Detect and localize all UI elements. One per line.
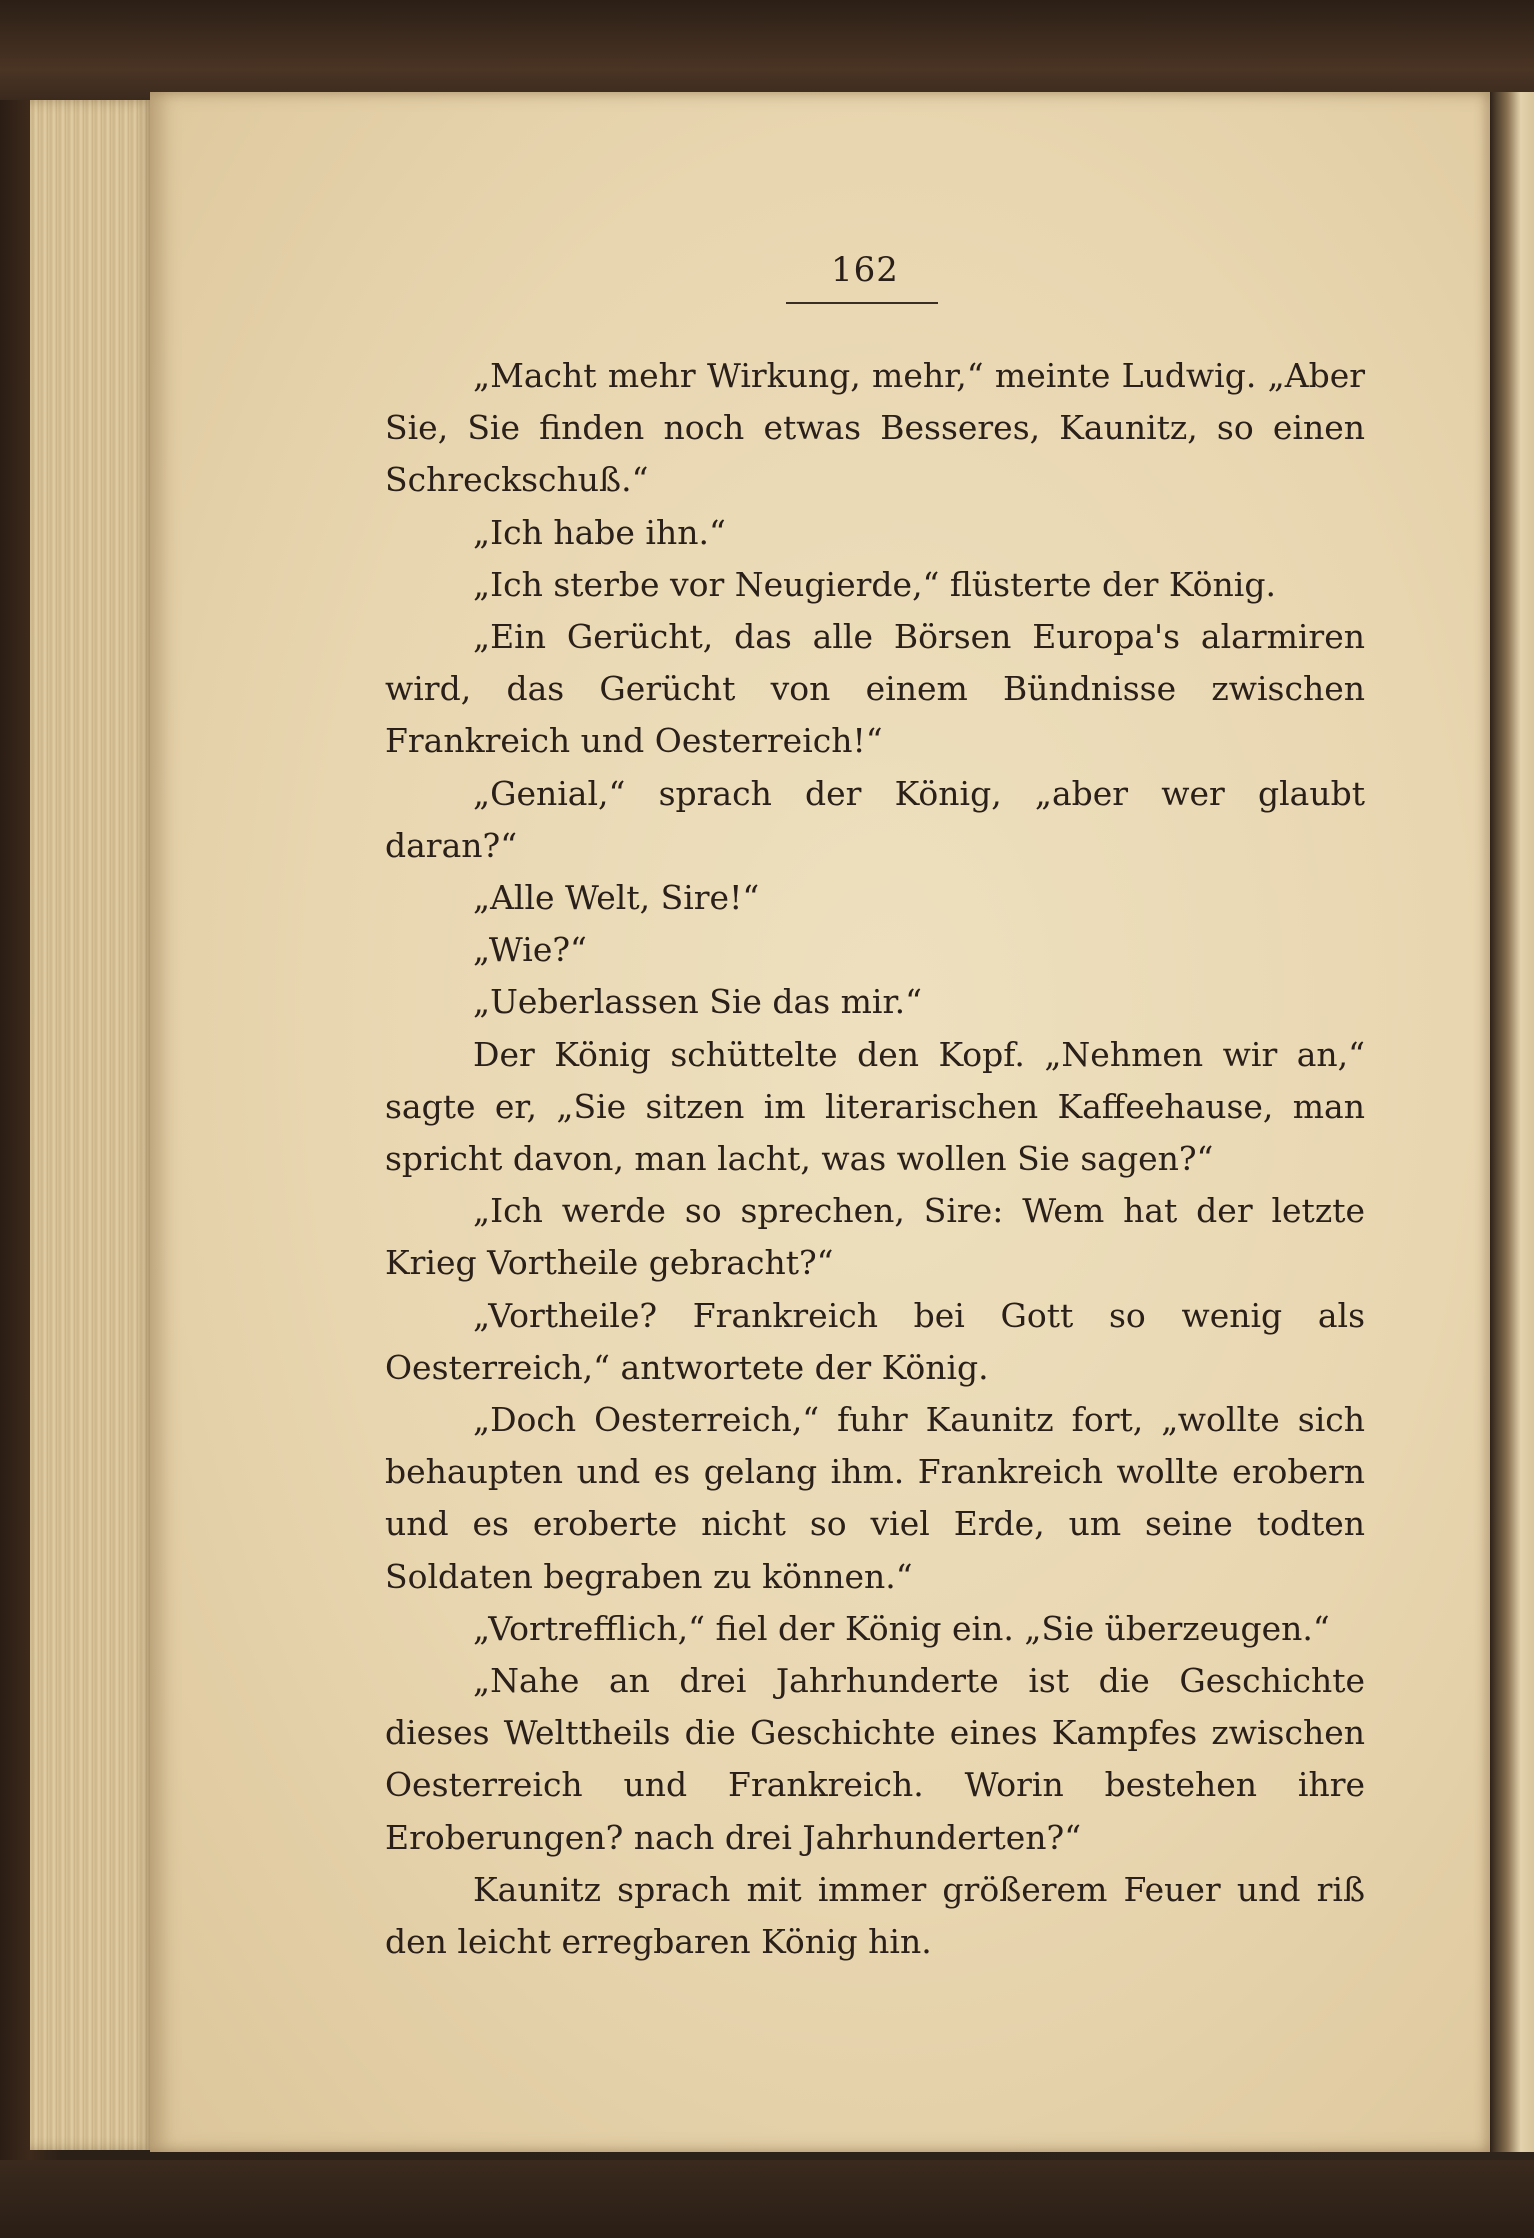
paragraph: Kaunitz sprach mit immer größerem Feuer und riß den leicht erregbaren König hin. [385,1869,1365,1962]
book-spine-edge [1490,92,1534,2152]
paragraph: „Vortrefflich,“ fiel der König ein. „Sie überzeugen.“ [473,1608,1330,1648]
paragraph: „Alle Welt, Sire!“ [473,878,760,918]
paragraph: „Macht mehr Wirkung, mehr,“ meinte Ludwig. „Aber Sie, Sie finden noch etwas Besseres, Kaunitz, so einen Schreckschuß.“ [385,356,1365,500]
book-cover-bottom [0,2160,1534,2238]
paragraph: Der König schüttelte den Kopf. „Nehmen wir an,“ sagte er, „Sie sitzen im literarischen Kaffeehause, man spricht davon, man lacht, was wollen Sie sagen?“ [385,1034,1365,1179]
paragraph: „Wie?“ [473,930,587,970]
paragraph: „Ich sterbe vor Neugierde,“ flüsterte der König. [473,564,1276,604]
body-text [385,350,1365,1968]
page-number: 162 [831,250,899,290]
paragraph: „Vortheile? Frankreich bei Gott so wenig als Oesterreich,“ antwortete der König. [385,1295,1365,1387]
paragraph: „Ueberlassen Sie das mir.“ [473,982,922,1022]
paragraph: „Ich werde so sprechen, Sire: Wem hat der letzte Krieg Vortheile gebracht?“ [385,1191,1365,1283]
page-edges [30,100,155,2150]
paragraph: „Ein Gerücht, das alle Börsen Europa's alarmiren wird, das Gerücht von einem Bündnisse zwischen Frankreich und Oesterreich!“ [385,617,1365,761]
page-number-rule [786,302,938,304]
paragraph: „Doch Oesterreich,“ fuhr Kaunitz fort, „wollte sich behaupten und es gelang ihm. Frankreich wollte erobern und es eroberte nicht so viel Erde, um seine todten Soldaten begraben zu können.“ [385,1400,1365,1596]
paragraph: „Ich habe ihn.“ [473,512,726,552]
paragraph: „Genial,“ sprach der König, „aber wer glaubt daran?“ [385,773,1365,865]
book-cover-top [0,0,1534,100]
paragraph: „Nahe an drei Jahrhunderte ist die Geschichte dieses Welttheils die Geschichte eines Kampfes zwischen Oesterreich und Frankreich. Worin bestehen ihre Eroberungen? nach drei Jahrhunderten?“ [385,1661,1365,1857]
